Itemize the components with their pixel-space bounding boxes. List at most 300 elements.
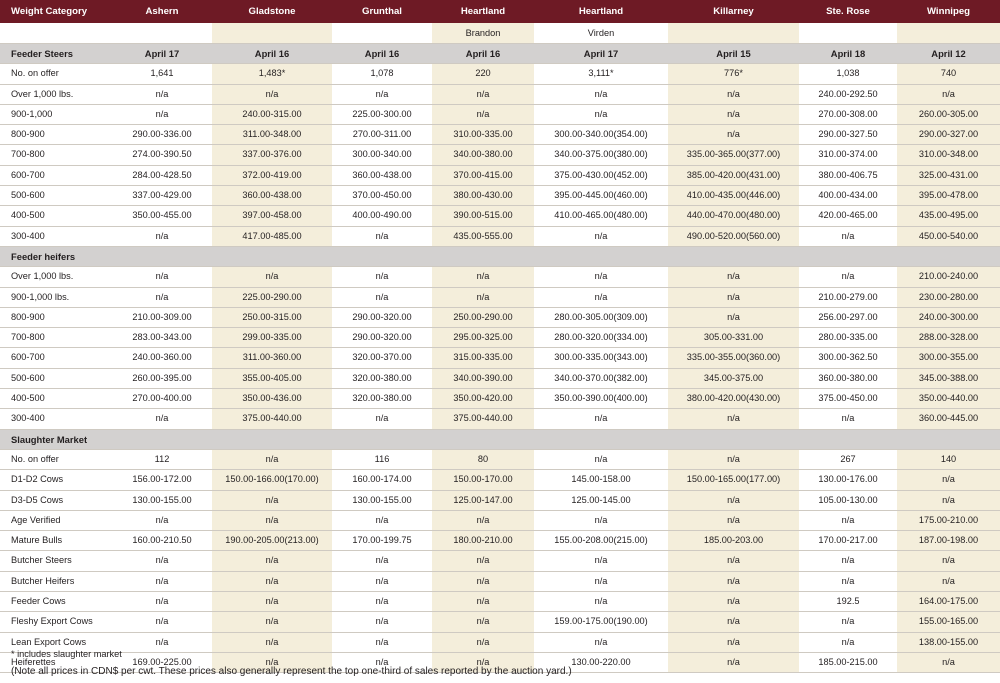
footnote: * includes slaughter market [11,649,122,659]
date-cell: April 12 [897,44,1000,64]
price-cell: 140 [897,449,1000,469]
price-cell: n/a [332,510,432,530]
price-cell: 150.00-165.00(177.00) [668,470,799,490]
price-cell: 380.00-430.00 [432,186,534,206]
price-note: (Note all prices in CDN$ per cwt. These prices also generally represent the top one-third of sales reported by the auction yard.) [11,666,572,677]
price-cell: 740 [897,64,1000,84]
price-cell: n/a [668,307,799,327]
row-label: 600-700 [0,348,112,368]
price-cell: 160.00-174.00 [332,470,432,490]
row-label: Butcher Heifers [0,571,112,591]
price-cell: 395.00-445.00(460.00) [534,186,668,206]
section-fill [212,429,332,449]
price-cell: n/a [332,632,432,652]
table-row [0,551,1000,571]
price-cell: 380.00-406.75 [799,165,897,185]
price-cell: 130.00-155.00 [112,490,212,510]
col-header-killarney: Killarney [668,0,799,23]
table-row [0,84,1000,104]
table-row [0,368,1000,388]
price-cell: n/a [534,287,668,307]
row-label: 300-400 [0,409,112,429]
col-header-ste-rose: Ste. Rose [799,0,897,23]
section-row [0,246,1000,266]
price-cell: 175.00-210.00 [897,510,1000,530]
row-label: 600-700 [0,165,112,185]
price-cell: 138.00-155.00 [897,632,1000,652]
price-cell: 310.00-348.00 [897,145,1000,165]
price-cell: 260.00-395.00 [112,368,212,388]
table-body [0,23,1000,673]
table-row [0,104,1000,124]
price-cell: 350.00-440.00 [897,389,1000,409]
price-cell: n/a [668,84,799,104]
price-cell: n/a [432,104,534,124]
price-cell: n/a [332,592,432,612]
location-cell: Brandon [432,23,534,44]
price-cell: n/a [668,652,799,672]
section-fill [799,246,897,266]
col-header-ashern: Ashern [112,0,212,23]
price-cell: 185.00-215.00 [799,652,897,672]
price-cell: 345.00-375.00 [668,368,799,388]
table-row [0,328,1000,348]
price-cell: n/a [332,287,432,307]
price-cell: n/a [112,571,212,591]
price-cell: n/a [432,571,534,591]
section-fill [897,429,1000,449]
price-cell: 340.00-375.00(380.00) [534,145,668,165]
price-cell: 270.00-311.00 [332,125,432,145]
price-cell: n/a [799,226,897,246]
price-cell: 355.00-405.00 [212,368,332,388]
price-cell: 155.00-208.00(215.00) [534,531,668,551]
price-cell: n/a [668,490,799,510]
section-fill [432,429,534,449]
table-row [0,409,1000,429]
table-row [0,145,1000,165]
price-cell: n/a [897,551,1000,571]
price-cell: 240.00-292.50 [799,84,897,104]
price-cell: n/a [534,84,668,104]
location-cell [897,23,1000,44]
price-cell: 315.00-335.00 [432,348,534,368]
row-label: 500-600 [0,368,112,388]
row-label: No. on offer [0,449,112,469]
price-cell: 400.00-434.00 [799,186,897,206]
price-cell: 225.00-300.00 [332,104,432,124]
section-title: Feeder Steers [0,44,112,64]
price-cell: 1,483* [212,64,332,84]
table-row [0,449,1000,469]
price-cell: 130.00-176.00 [799,470,897,490]
price-cell: n/a [668,287,799,307]
price-cell: 340.00-390.00 [432,368,534,388]
price-cell: 155.00-165.00 [897,612,1000,632]
table-row [0,490,1000,510]
price-cell: 490.00-520.00(560.00) [668,226,799,246]
price-cell: 311.00-348.00 [212,125,332,145]
price-cell: 397.00-458.00 [212,206,332,226]
row-label: Over 1,000 lbs. [0,267,112,287]
price-cell: 335.00-355.00(360.00) [668,348,799,368]
price-cell: 300.00-355.00 [897,348,1000,368]
price-cell: 160.00-210.50 [112,531,212,551]
price-cell: n/a [332,612,432,632]
price-cell: 116 [332,449,432,469]
price-cell: n/a [112,84,212,104]
table-row [0,307,1000,327]
date-cell: April 16 [332,44,432,64]
price-cell: 370.00-450.00 [332,186,432,206]
price-cell: 105.00-130.00 [799,490,897,510]
price-cell: 450.00-540.00 [897,226,1000,246]
price-cell: 435.00-495.00 [897,206,1000,226]
location-cell [0,23,112,44]
price-cell: 300.00-362.50 [799,348,897,368]
location-cell [799,23,897,44]
row-label: 900-1,000 [0,104,112,124]
section-fill [668,246,799,266]
price-cell: 290.00-327.50 [799,125,897,145]
price-cell: 375.00-430.00(452.00) [534,165,668,185]
price-cell: 385.00-420.00(431.00) [668,165,799,185]
price-cell: n/a [534,104,668,124]
price-cell: n/a [112,632,212,652]
price-cell: n/a [534,449,668,469]
row-label: 400-500 [0,389,112,409]
price-cell: 290.00-327.00 [897,125,1000,145]
price-cell: n/a [799,612,897,632]
price-cell: n/a [332,652,432,672]
row-label: 900-1,000 lbs. [0,287,112,307]
price-cell: n/a [212,652,332,672]
price-cell: 345.00-388.00 [897,368,1000,388]
price-cell: 267 [799,449,897,469]
header-row [0,0,1000,23]
table-row [0,632,1000,652]
date-cell: April 17 [534,44,668,64]
price-cell: 337.00-429.00 [112,186,212,206]
price-cell: n/a [212,490,332,510]
location-row [0,23,1000,44]
section-fill [112,246,212,266]
price-cell: 240.00-300.00 [897,307,1000,327]
price-cell: 180.00-210.00 [432,531,534,551]
price-cell: 159.00-175.00(190.00) [534,612,668,632]
col-header-heartland-brandon: Heartland [432,0,534,23]
price-cell: 170.00-217.00 [799,531,897,551]
location-cell [112,23,212,44]
price-cell: 325.00-431.00 [897,165,1000,185]
price-cell: n/a [212,84,332,104]
price-cell: n/a [897,490,1000,510]
price-cell: n/a [799,409,897,429]
price-cell: n/a [799,510,897,530]
price-cell: 284.00-428.50 [112,165,212,185]
table-row [0,348,1000,368]
section-fill [432,246,534,266]
price-cell: 288.00-328.00 [897,328,1000,348]
price-cell: n/a [212,510,332,530]
price-cell: 420.00-465.00 [799,206,897,226]
row-label: 500-600 [0,186,112,206]
price-cell: 220 [432,64,534,84]
price-cell: n/a [534,571,668,591]
col-header-winnipeg: Winnipeg [897,0,1000,23]
date-cell: April 16 [432,44,534,64]
price-cell: 360.00-438.00 [212,186,332,206]
price-cell: 360.00-438.00 [332,165,432,185]
price-cell: 210.00-309.00 [112,307,212,327]
table-row [0,165,1000,185]
col-header-heartland-virden: Heartland [534,0,668,23]
row-label: D3-D5 Cows [0,490,112,510]
price-cell: n/a [212,449,332,469]
price-cell: n/a [432,551,534,571]
price-cell: 230.00-280.00 [897,287,1000,307]
price-cell: n/a [332,84,432,104]
price-cell: 164.00-175.00 [897,592,1000,612]
price-cell: 260.00-305.00 [897,104,1000,124]
price-cell: 360.00-445.00 [897,409,1000,429]
price-cell: 350.00-455.00 [112,206,212,226]
price-cell: n/a [668,571,799,591]
price-cell: 3,111* [534,64,668,84]
price-cell: 380.00-420.00(430.00) [668,389,799,409]
price-cell: 310.00-335.00 [432,125,534,145]
price-cell: 300.00-335.00(343.00) [534,348,668,368]
price-cell: 210.00-240.00 [897,267,1000,287]
price-cell: n/a [112,287,212,307]
price-cell: n/a [534,226,668,246]
price-cell: n/a [897,470,1000,490]
price-cell: 370.00-415.00 [432,165,534,185]
price-cell: n/a [668,612,799,632]
price-cell: n/a [212,612,332,632]
section-fill [534,246,668,266]
price-cell: 335.00-365.00(377.00) [668,145,799,165]
price-cell: 280.00-335.00 [799,328,897,348]
price-cell: 340.00-380.00 [432,145,534,165]
section-fill [799,429,897,449]
section-fill [534,429,668,449]
price-cell: 225.00-290.00 [212,287,332,307]
price-cell: 256.00-297.00 [799,307,897,327]
price-cell: 320.00-370.00 [332,348,432,368]
table-row [0,612,1000,632]
date-cell: April 16 [212,44,332,64]
price-cell: 310.00-374.00 [799,145,897,165]
price-cell: 300.00-340.00(354.00) [534,125,668,145]
table-row [0,64,1000,84]
price-cell: n/a [212,551,332,571]
table-row [0,531,1000,551]
price-cell: n/a [799,571,897,591]
price-cell: 390.00-515.00 [432,206,534,226]
price-cell: 145.00-158.00 [534,470,668,490]
table-row [0,125,1000,145]
price-cell: 417.00-485.00 [212,226,332,246]
date-cell: April 18 [799,44,897,64]
date-cell: April 17 [112,44,212,64]
row-label: 800-900 [0,125,112,145]
price-cell: 1,038 [799,64,897,84]
price-cell: 395.00-478.00 [897,186,1000,206]
price-cell: n/a [112,551,212,571]
section-fill [668,429,799,449]
row-label: 700-800 [0,145,112,165]
price-cell: n/a [212,592,332,612]
price-cell: n/a [112,267,212,287]
price-cell: n/a [112,409,212,429]
price-cell: n/a [432,612,534,632]
row-label: No. on offer [0,64,112,84]
location-cell: Virden [534,23,668,44]
price-cell: 1,078 [332,64,432,84]
price-cell: n/a [432,267,534,287]
section-title: Feeder heifers [0,246,112,266]
price-cell: 300.00-340.00 [332,145,432,165]
price-cell: n/a [897,84,1000,104]
price-cell: 80 [432,449,534,469]
row-label: Butcher Steers [0,551,112,571]
section-title: Slaughter Market [0,429,112,449]
table-row [0,389,1000,409]
row-label: 400-500 [0,206,112,226]
section-fill [332,246,432,266]
section-fill [212,246,332,266]
price-cell: n/a [332,409,432,429]
row-label: 800-900 [0,307,112,327]
price-cell: n/a [668,267,799,287]
price-cell: 210.00-279.00 [799,287,897,307]
location-cell [332,23,432,44]
price-cell: 290.00-320.00 [332,328,432,348]
table-row [0,267,1000,287]
price-cell: n/a [534,551,668,571]
price-cell: 337.00-376.00 [212,145,332,165]
price-cell: 1,641 [112,64,212,84]
price-cell: n/a [897,652,1000,672]
section-fill [332,429,432,449]
row-label: Age Verified [0,510,112,530]
price-cell: 240.00-360.00 [112,348,212,368]
section-fill [897,246,1000,266]
price-cell: 305.00-331.00 [668,328,799,348]
table-row [0,592,1000,612]
row-label: D1-D2 Cows [0,470,112,490]
price-cell: 350.00-390.00(400.00) [534,389,668,409]
price-cell: n/a [112,226,212,246]
price-cell: n/a [432,510,534,530]
price-cell: n/a [534,592,668,612]
row-label: 700-800 [0,328,112,348]
table-row [0,470,1000,490]
price-cell: n/a [668,104,799,124]
price-cell: 340.00-370.00(382.00) [534,368,668,388]
row-label: Feeder Cows [0,592,112,612]
price-cell: n/a [432,84,534,104]
price-cell: 150.00-166.00(170.00) [212,470,332,490]
price-cell: n/a [112,510,212,530]
price-cell: n/a [534,632,668,652]
price-cell: 299.00-335.00 [212,328,332,348]
price-cell: 250.00-290.00 [432,307,534,327]
price-cell: n/a [332,226,432,246]
table-row [0,206,1000,226]
price-cell: n/a [534,510,668,530]
date-cell: April 15 [668,44,799,64]
price-cell: 283.00-343.00 [112,328,212,348]
price-cell: 311.00-360.00 [212,348,332,368]
section-row [0,429,1000,449]
price-cell: 320.00-380.00 [332,389,432,409]
price-cell: 290.00-320.00 [332,307,432,327]
location-cell [212,23,332,44]
price-cell: 375.00-440.00 [212,409,332,429]
section-row [0,44,1000,64]
price-cell: 150.00-170.00 [432,470,534,490]
price-cell: 192.5 [799,592,897,612]
price-cell: 125.00-145.00 [534,490,668,510]
price-cell: 350.00-436.00 [212,389,332,409]
col-header-weight-category: Weight Category [0,0,112,23]
price-cell: 375.00-450.00 [799,389,897,409]
price-cell: 130.00-155.00 [332,490,432,510]
price-cell: 776* [668,64,799,84]
row-label: Over 1,000 lbs. [0,84,112,104]
price-cell: n/a [668,125,799,145]
price-cell: 435.00-555.00 [432,226,534,246]
price-cell: 112 [112,449,212,469]
price-cell: 410.00-435.00(446.00) [668,186,799,206]
price-cell: 280.00-320.00(334.00) [534,328,668,348]
price-cell: n/a [668,409,799,429]
price-cell: n/a [112,612,212,632]
price-cell: n/a [332,551,432,571]
table-row [0,510,1000,530]
price-cell: n/a [799,551,897,571]
location-cell [668,23,799,44]
price-cell: n/a [668,449,799,469]
price-cell: n/a [668,551,799,571]
row-label: Mature Bulls [0,531,112,551]
price-cell: 295.00-325.00 [432,328,534,348]
price-cell: 190.00-205.00(213.00) [212,531,332,551]
price-cell: 240.00-315.00 [212,104,332,124]
price-cell: 375.00-440.00 [432,409,534,429]
price-cell: n/a [799,267,897,287]
price-cell: n/a [432,287,534,307]
price-cell: 400.00-490.00 [332,206,432,226]
price-cell: n/a [432,652,534,672]
price-cell: 130.00-220.00 [534,652,668,672]
price-cell: 185.00-203.00 [668,531,799,551]
price-cell: n/a [799,632,897,652]
price-cell: 350.00-420.00 [432,389,534,409]
price-cell: n/a [112,592,212,612]
price-cell: 156.00-172.00 [112,470,212,490]
price-cell: 170.00-199.75 [332,531,432,551]
price-cell: 125.00-147.00 [432,490,534,510]
price-cell: 410.00-465.00(480.00) [534,206,668,226]
price-cell: 274.00-390.50 [112,145,212,165]
table-row [0,571,1000,591]
row-label: 300-400 [0,226,112,246]
price-cell: 280.00-305.00(309.00) [534,307,668,327]
price-cell: n/a [534,267,668,287]
